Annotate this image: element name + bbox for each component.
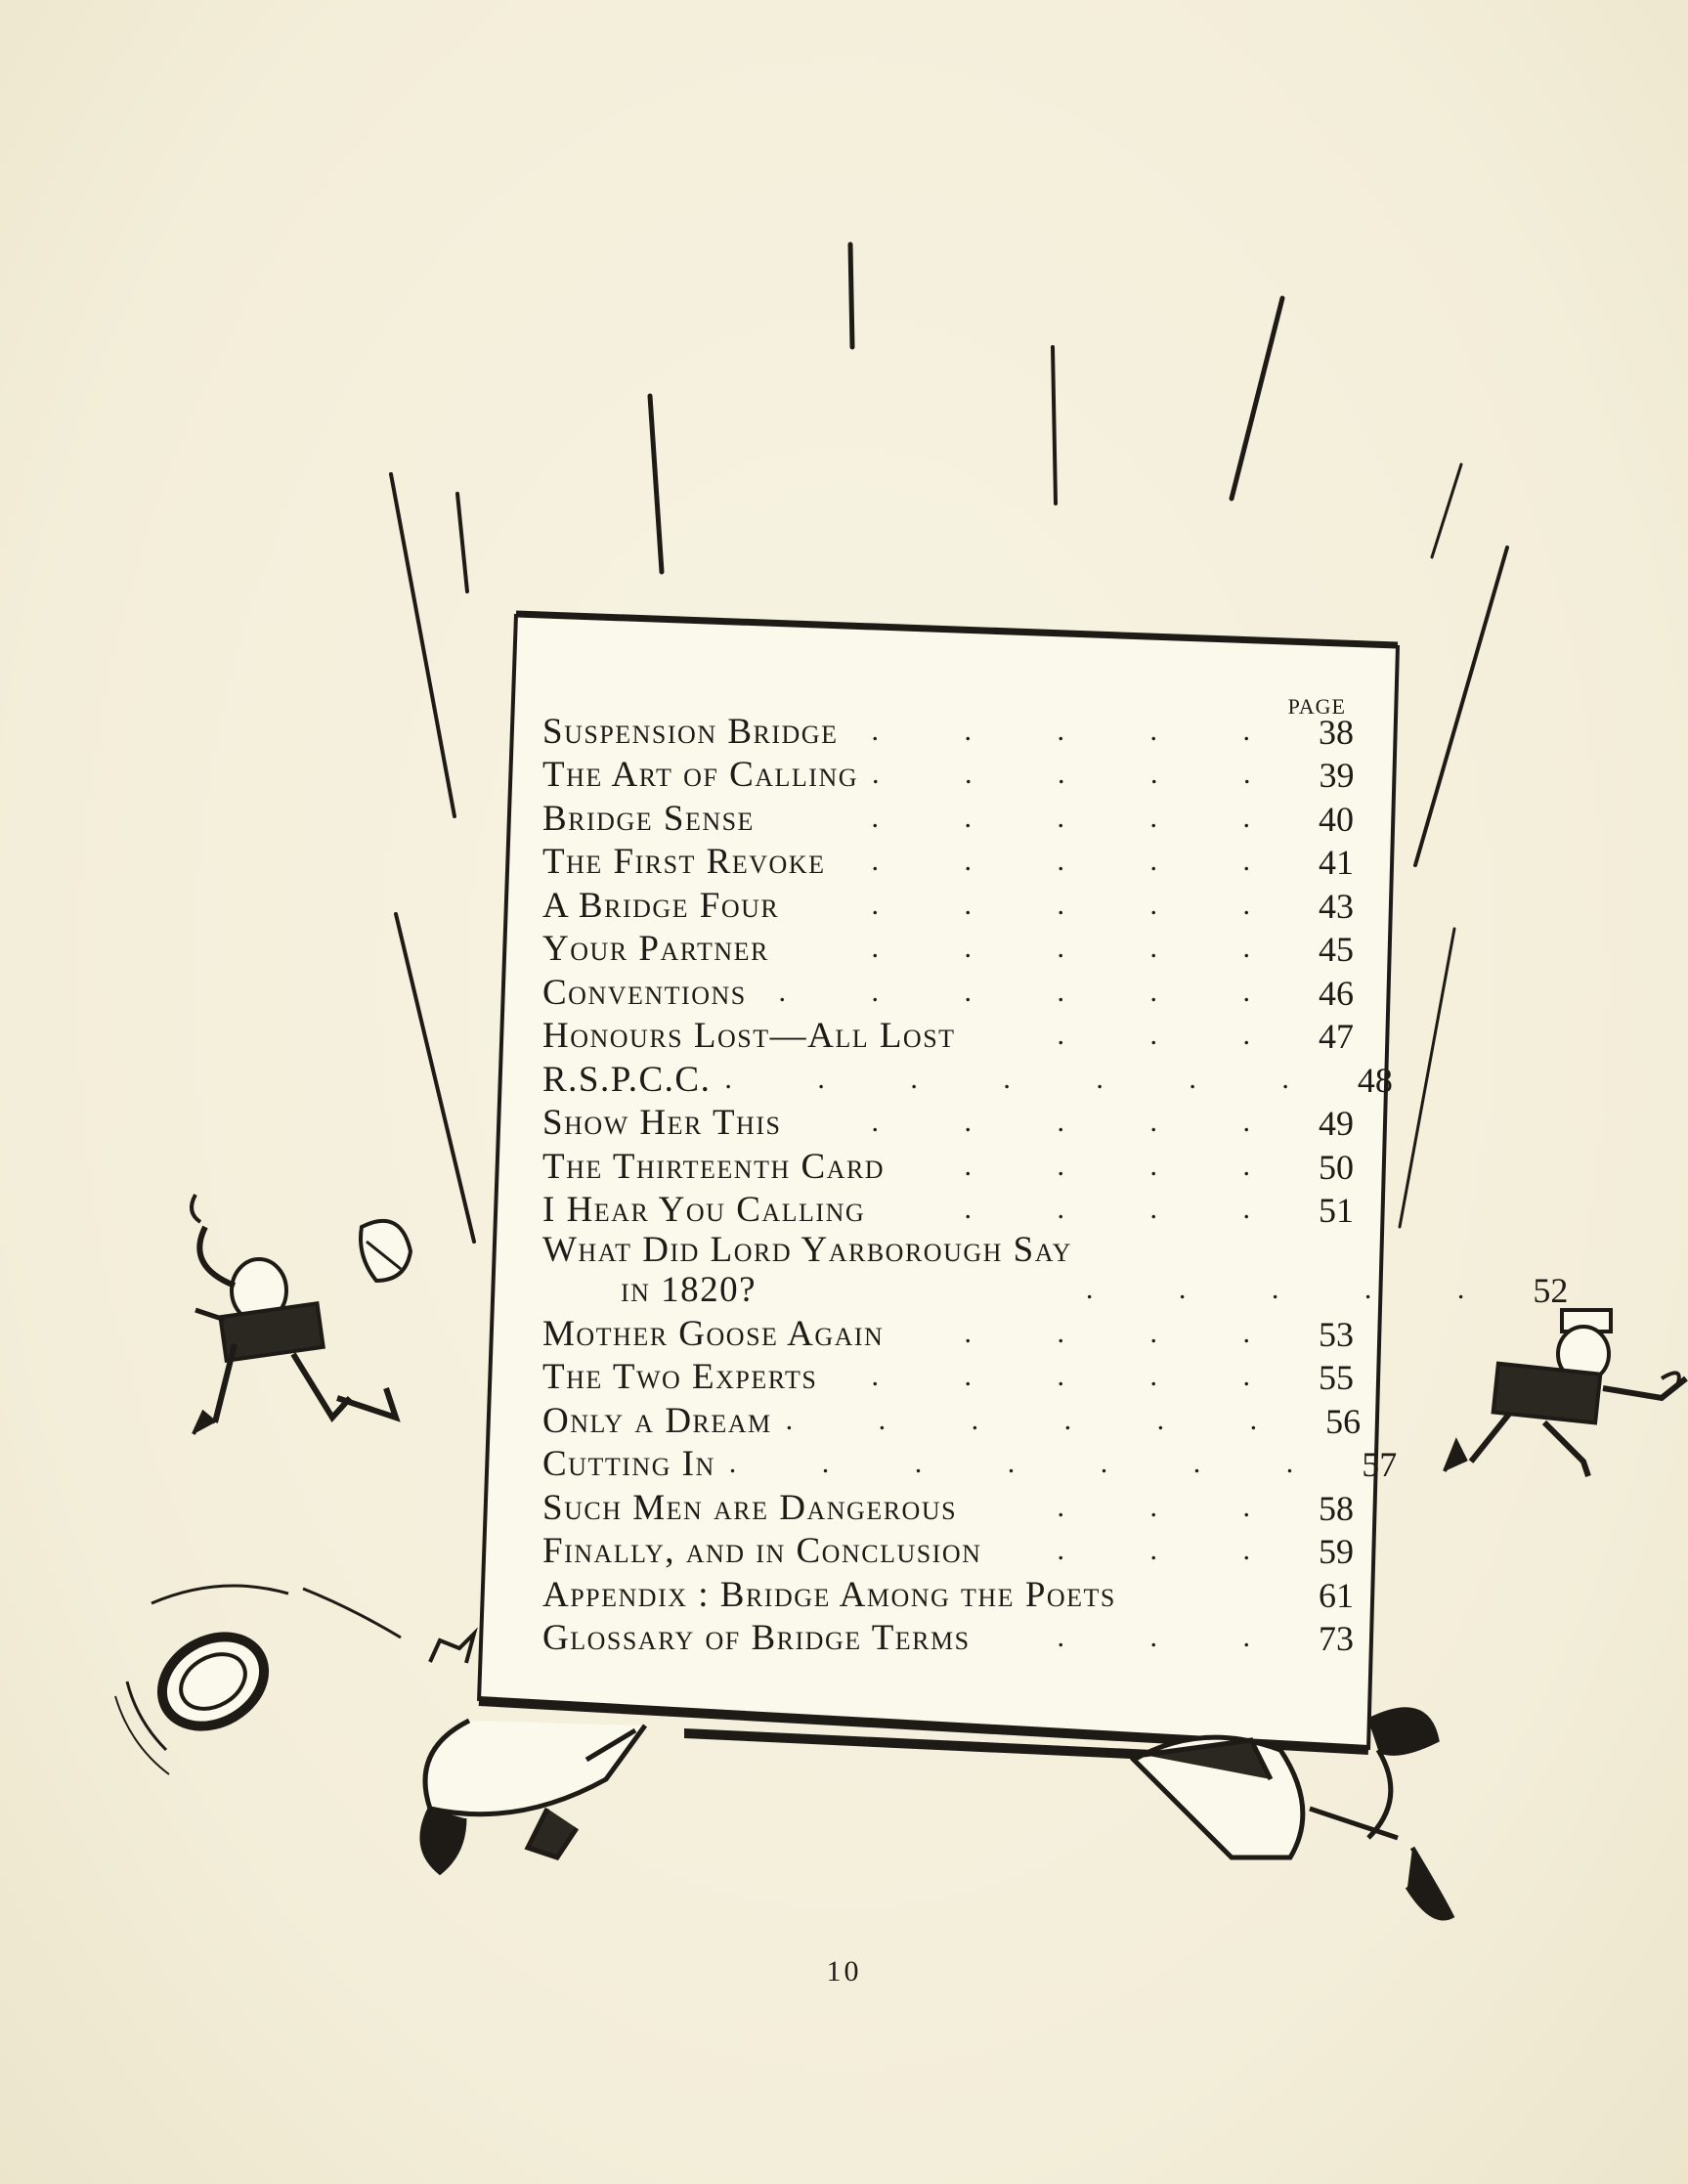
- toc-entry: [542, 1526, 1354, 1570]
- dot-leader: . . . . .: [871, 1106, 1289, 1138]
- toc-entry-title: Finally, and in Conclusion: [542, 1531, 982, 1571]
- toc-entry-title: Only a Dream: [542, 1400, 772, 1441]
- toc-entry: [542, 1569, 1354, 1613]
- toc-entry-title: Bridge Sense: [542, 798, 755, 839]
- table-of-contents: [542, 684, 1569, 1682]
- toc-entry: [542, 750, 1354, 794]
- toc-entry-title: Your Partner: [542, 929, 769, 969]
- page-number: 10: [826, 1955, 862, 1987]
- toc-entry-page: 45: [1319, 930, 1354, 969]
- toc-entry-page: 57: [1362, 1445, 1398, 1484]
- toc-entry-title: Suspension Bridge: [542, 711, 839, 752]
- toc-entry-page: 39: [1319, 756, 1355, 795]
- toc-entry-title: Honours Lost—All Lost: [542, 1016, 956, 1056]
- toc-entry-page: 48: [1357, 1060, 1393, 1100]
- toc-entry-title: The First Revoke: [542, 842, 826, 882]
- toc-entry: [542, 793, 1354, 837]
- page-column-heading: PAGE: [1287, 694, 1346, 719]
- dot-leader: . . .: [1057, 1534, 1289, 1566]
- toc-entry-page: 59: [1319, 1532, 1354, 1571]
- dot-leader: . . . . . . .: [724, 1062, 1328, 1095]
- toc-entry: [542, 1054, 1393, 1100]
- dot-leader: . . . .: [964, 1149, 1289, 1182]
- dot-leader: . . . . .: [872, 758, 1290, 790]
- dot-leader: . . .: [1057, 1019, 1289, 1051]
- toc-entry-title: Show Her This: [542, 1103, 782, 1143]
- spinning-crown: [115, 1586, 401, 1774]
- dot-leader: . . . . . .: [785, 1403, 1297, 1436]
- toc-entry-page: 53: [1319, 1314, 1354, 1354]
- dot-leader: . . . . .: [871, 1360, 1289, 1392]
- dot-leader: [1116, 1609, 1295, 1613]
- dot-leader: . . . . . .: [778, 975, 1289, 1008]
- toc-entry-title: Such Men are Dangerous: [542, 1487, 958, 1528]
- toc-list: [542, 706, 1569, 1658]
- toc-entry-title-line1: What Did Lord Yarborough Say: [542, 1230, 1072, 1270]
- dot-leader: . . . .: [964, 1193, 1289, 1225]
- toc-entry-page: 46: [1319, 973, 1354, 1013]
- flying-crown: [361, 1221, 411, 1281]
- toc-entry-title: Appendix : Bridge Among the Poets: [542, 1574, 1116, 1615]
- dot-leader: . . . . .: [871, 845, 1289, 877]
- toc-entry-page: 56: [1325, 1401, 1362, 1441]
- toc-entry-page: 47: [1319, 1017, 1354, 1056]
- toc-entry: [542, 1185, 1354, 1229]
- toc-entry-title: R.S.P.C.C.: [542, 1059, 712, 1100]
- toc-entry-title: I Hear You Calling: [542, 1190, 866, 1230]
- dot-leader: . . . . .: [871, 932, 1289, 964]
- toc-entry-title: A Bridge Four: [542, 885, 780, 926]
- dot-leader: . . . . .: [1085, 1273, 1504, 1305]
- toc-entry-page: 52: [1533, 1271, 1569, 1310]
- toc-entry-page: 43: [1319, 886, 1354, 926]
- toc-entry: [542, 1308, 1354, 1352]
- dot-leader: . . . . .: [871, 714, 1289, 747]
- dot-leader: . . . . .: [871, 801, 1289, 834]
- toc-entry: [542, 1141, 1354, 1185]
- toc-entry: [542, 1482, 1354, 1526]
- toc-entry: [542, 1439, 1398, 1484]
- toc-entry: [542, 837, 1354, 881]
- toc-entry-page: 55: [1319, 1358, 1354, 1397]
- toc-entry: [542, 1228, 1569, 1310]
- toc-entry-title-line2: in 1820?: [621, 1270, 757, 1310]
- toc-entry-title: [542, 1232, 1072, 1308]
- toc-entry-title: Cutting In: [542, 1444, 715, 1484]
- dot-leader: . . . .: [964, 1316, 1289, 1349]
- toc-entry-page: 38: [1319, 712, 1354, 752]
- toc-entry: [542, 706, 1354, 750]
- toc-entry: [542, 1098, 1354, 1142]
- toc-entry-page: 51: [1319, 1191, 1354, 1230]
- toc-entry-title: Glossary of Bridge Terms: [542, 1618, 971, 1658]
- toc-entry: [542, 1613, 1354, 1657]
- toc-entry-page: 73: [1319, 1619, 1354, 1658]
- toc-entry-page: 58: [1319, 1488, 1354, 1528]
- toc-entry-title: Conventions: [542, 972, 747, 1013]
- toc-entry-title: The Art of Calling: [542, 755, 859, 795]
- toc-entry-page: 41: [1319, 843, 1354, 882]
- toc-entry: [542, 1395, 1362, 1441]
- toc-entry-page: 50: [1319, 1147, 1354, 1187]
- dot-leader: . . .: [1057, 1621, 1289, 1653]
- toc-entry: [542, 967, 1354, 1011]
- toc-entry: [542, 1352, 1354, 1396]
- dot-leader: . . . . .: [871, 888, 1289, 921]
- toc-entry-title: The Thirteenth Card: [542, 1146, 886, 1187]
- dot-leader: . . .: [1057, 1490, 1289, 1523]
- toc-entry-title: The Two Experts: [542, 1357, 818, 1397]
- toc-entry-page: 49: [1319, 1104, 1354, 1143]
- toc-entry: [542, 880, 1354, 924]
- running-king-figure: [1445, 1310, 1686, 1476]
- toc-entry-page: 40: [1319, 799, 1354, 839]
- toc-entry-page: 61: [1319, 1575, 1354, 1615]
- toc-entry: [542, 1011, 1354, 1055]
- toc-entry-title: Mother Goose Again: [542, 1313, 885, 1354]
- toc-entry: [542, 924, 1354, 968]
- dot-leader: . . . . . . .: [728, 1447, 1333, 1479]
